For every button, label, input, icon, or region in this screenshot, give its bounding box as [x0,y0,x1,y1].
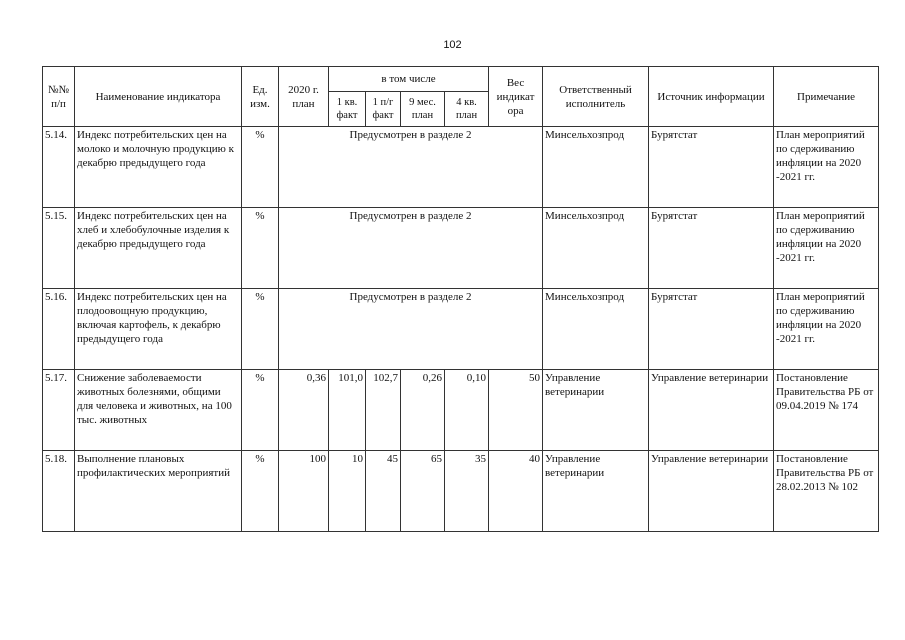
row-h1-fact: 45 [366,451,401,532]
row-note: Постановление Правительства РБ от 09.04.2019 № 174 [774,370,879,451]
row-num: 5.15. [43,208,75,289]
table-row [43,208,879,289]
row-source: Бурятстат [649,289,774,370]
table-row [43,451,879,532]
header-name: Наименование индикатора [75,67,242,127]
row-h1-fact: 102,7 [366,370,401,451]
row-note: План мероприятий по сдерживанию инфляции на 2020 -2021 гг. [774,127,879,208]
table-row [43,370,879,451]
header-note: Примечание [774,67,879,127]
header-unit: Ед. изм. [242,67,279,127]
row-q1-fact: 10 [329,451,366,532]
row-num: 5.14. [43,127,75,208]
header-plan-2020: 2020 г. план [279,67,329,127]
row-plan-2020: 100 [279,451,329,532]
table-row [43,289,879,370]
row-unit: % [242,451,279,532]
row-responsible: Минсельхозпрод [543,127,649,208]
row-num: 5.18. [43,451,75,532]
row-num: 5.17. [43,370,75,451]
row-responsible: Управление ветеринарии [543,370,649,451]
row-merged-note: Предусмотрен в разделе 2 [279,289,543,370]
header-q1-fact: 1 кв. факт [329,92,366,127]
row-unit: % [242,208,279,289]
row-name: Индекс потребительских цен на молоко и молочную продукцию к декабрю предыдущего года [75,127,242,208]
header-including: в том числе [329,67,489,92]
row-9m-plan: 0,26 [401,370,445,451]
header-source: Источник информации [649,67,774,127]
header-weight: Вес индикат ора [489,67,543,127]
row-source: Бурятстат [649,127,774,208]
row-note: План мероприятий по сдерживанию инфляции на 2020 -2021 гг. [774,289,879,370]
row-unit: % [242,127,279,208]
row-num: 5.16. [43,289,75,370]
table-row [43,127,879,208]
row-responsible: Минсельхозпрод [543,289,649,370]
row-q4-plan: 0,10 [445,370,489,451]
row-merged-note: Предусмотрен в разделе 2 [279,208,543,289]
row-name: Выполнение плановых профилактических мероприятий [75,451,242,532]
indicators-table [42,66,879,532]
row-unit: % [242,289,279,370]
page-number: 102 [443,39,462,51]
row-weight: 50 [489,370,543,451]
row-source: Управление ветеринарии [649,370,774,451]
row-source: Управление ветеринарии [649,451,774,532]
row-note: Постановление Правительства РБ от 28.02.2013 № 102 [774,451,879,532]
header-responsible: Ответственный исполнитель [543,67,649,127]
header-num: №№ п/п [43,67,75,127]
row-name: Индекс потребительских цен на плодоовощную продукцию, включая картофель, к декабрю предыдущего года [75,289,242,370]
row-weight: 40 [489,451,543,532]
row-responsible: Минсельхозпрод [543,208,649,289]
row-q1-fact: 101,0 [329,370,366,451]
header-9m-plan: 9 мес. план [401,92,445,127]
row-unit: % [242,370,279,451]
row-plan-2020: 0,36 [279,370,329,451]
row-name: Индекс потребительских цен на хлеб и хлебобулочные изделия к декабрю предыдущего года [75,208,242,289]
row-responsible: Управление ветеринарии [543,451,649,532]
header-h1-fact: 1 п/г факт [366,92,401,127]
row-merged-note: Предусмотрен в разделе 2 [279,127,543,208]
row-9m-plan: 65 [401,451,445,532]
row-source: Бурятстат [649,208,774,289]
row-name: Снижение заболеваемости животных болезнями, общими для человека и животных, на 100 тыс. животных [75,370,242,451]
row-q4-plan: 35 [445,451,489,532]
header-q4-plan: 4 кв. план [445,92,489,127]
row-note: План мероприятий по сдерживанию инфляции на 2020 -2021 гг. [774,208,879,289]
